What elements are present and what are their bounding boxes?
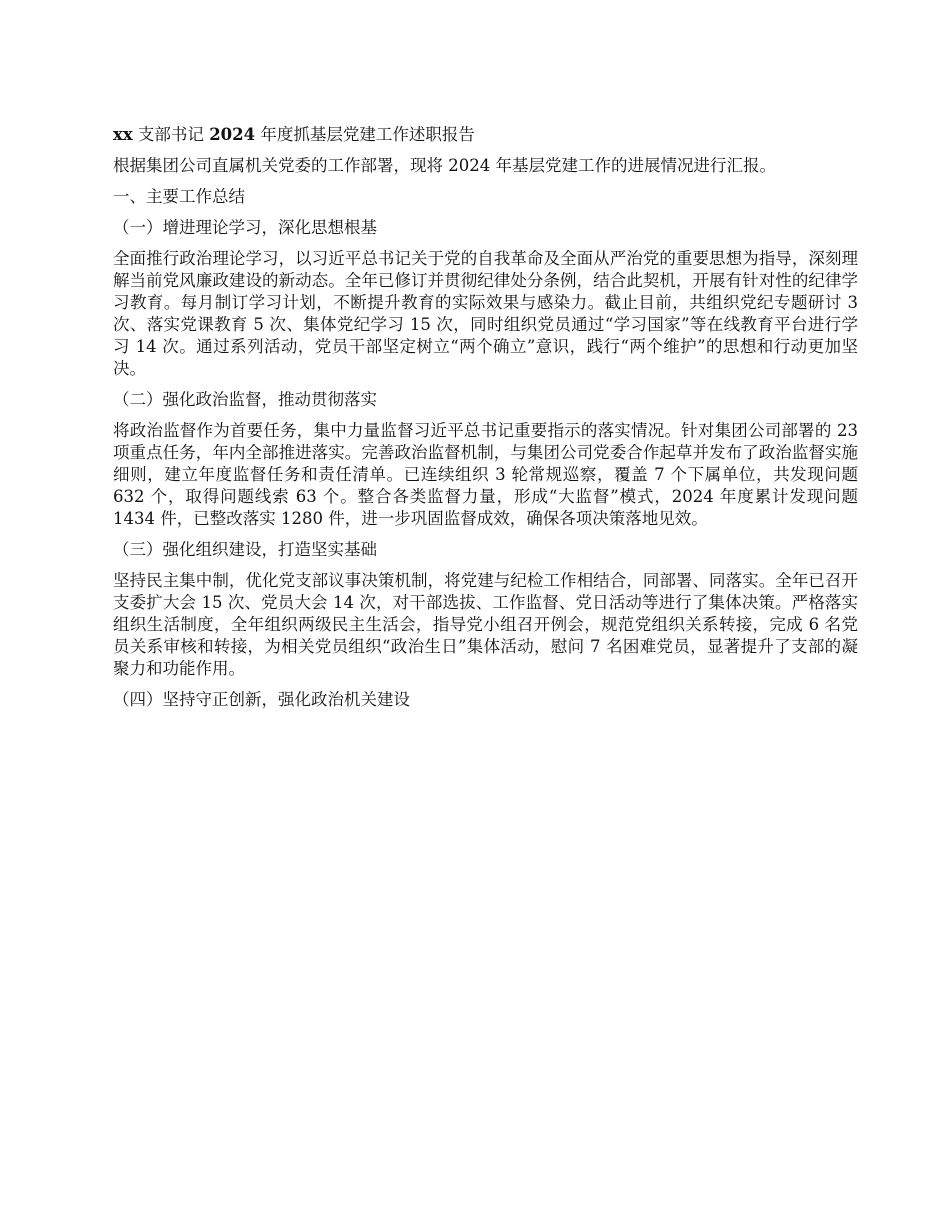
intro-paragraph: 根据集团公司直属机关党委的工作部署，现将 2024 年基层党建工作的进展情况进行汇报。 — [113, 156, 776, 175]
subsection-2-body: 将政治监督作为首要任务，集中力量监督习近平总书记重要指示的落实情况。针对集团公司部署的 23 项重点任务，年内全部推进落实。完善政治监督机制，与集团公司党委合作起草并发布了政治监督实施细则，建立年度监督任务和责任清单。已连续组织 3 轮常规巡察，覆盖 7 个下属单位，共发现问题 632 个，取得问题线索 63 个。整合各类监督力量，形成“大监督”模式，2024 年度累计发现问题 1434 件，已整改落实 1280 件，进一步巩固监督成效，确保各项决策落地见效。 — [113, 421, 858, 528]
title-part-3: 2024 — [209, 125, 256, 144]
title-part-1: xx — [113, 125, 133, 144]
title-part-2: 支部书记 — [132, 125, 210, 144]
subsection-3-body: 坚持民主集中制，优化党支部议事决策机制，将党建与纪检工作相结合，同部署、同落实。全年已召开支委扩大会 15 次、党员大会 14 次，对干部选拔、工作监督、党日活动等进行了集体决策。严格落实组织生活制度，全年组织两级民主生活会，指导党小组召开例会，规范党组织关系转接，完成 6 名党员关系审核和转接，为相关党员组织“政治生日”集体活动，慰问 7 名困难党员，显著提升了支部的凝聚力和功能作用。 — [113, 571, 858, 678]
title-part-4: 年度抓基层党建工作述职报告 — [255, 125, 475, 144]
subsection-4-heading: （四）坚持守正创新，强化政治机关建设 — [113, 690, 410, 709]
subsection-1-heading: （一）增进理论学习，深化思想根基 — [113, 218, 377, 237]
document-page — [113, 124, 858, 720]
section-1-heading: 一、主要工作总结 — [113, 187, 245, 206]
document-title — [113, 124, 858, 146]
subsection-2-heading: （二）强化政治监督，推动贯彻落实 — [113, 390, 377, 409]
subsection-3-heading: （三）强化组织建设，打造坚实基础 — [113, 540, 377, 559]
subsection-1-body: 全面推行政治理论学习，以习近平总书记关于党的自我革命及全面从严治党的重要思想为指导，深刻理解当前党风廉政建设的新动态。全年已修订并贯彻纪律处分条例，结合此契机，开展有针对性的纪律学习教育。每月制订学习计划，不断提升教育的实际效果与感染力。截止目前，共组织党纪专题研讨 3 次、落实党课教育 5 次、集体党纪学习 15 次，同时组织党员通过“学习国家”等在线教育平台进行学习 14 次。通过系列活动，党员干部坚定树立“两个确立”意识，践行“两个维护”的思想和行动更加坚决。 — [113, 249, 858, 378]
